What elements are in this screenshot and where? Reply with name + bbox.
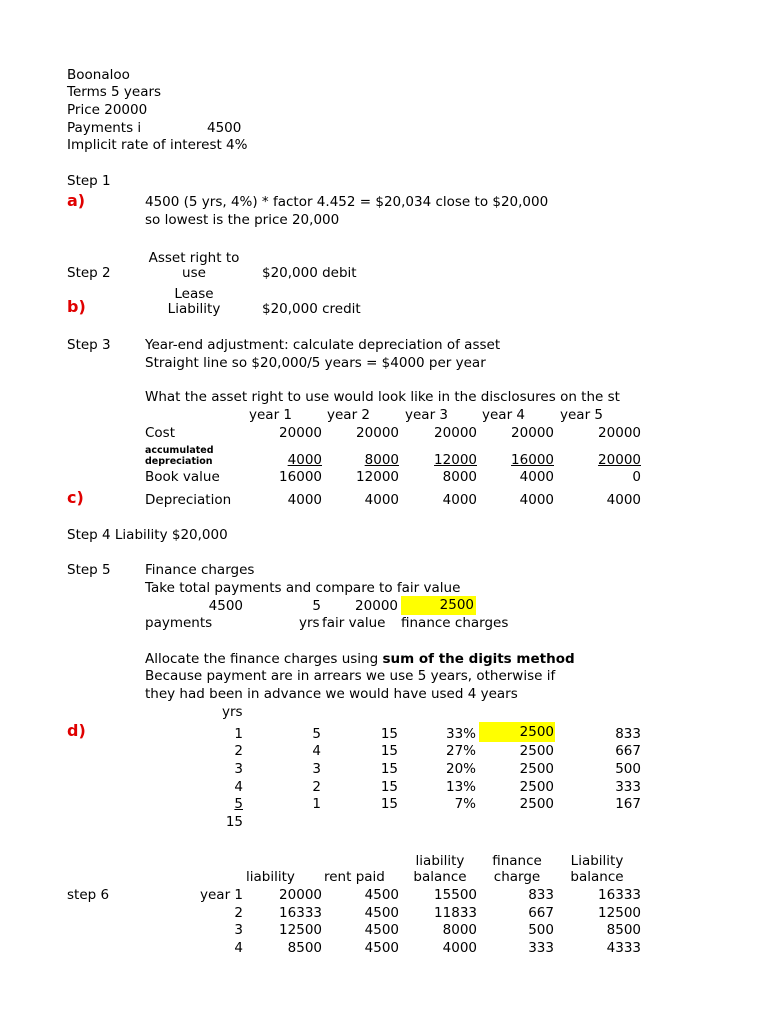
step5-line2: Take total payments and compare to fair value bbox=[145, 580, 461, 596]
s6-charge: 333 bbox=[528, 940, 554, 956]
step5-title: Step 5 bbox=[67, 562, 111, 578]
s6-balance: 15500 bbox=[434, 887, 477, 903]
cost-cell: 20000 bbox=[511, 425, 554, 441]
fair-value-amount: 20000 bbox=[355, 598, 398, 614]
company-name: Boonaloo bbox=[67, 67, 130, 83]
step3-line2: Straight line so $20,000/5 years = $4000 per year bbox=[145, 355, 486, 371]
accum-cell: 4000 bbox=[287, 452, 322, 468]
sod-year: 1 bbox=[234, 726, 243, 742]
sod-charge: 2500 bbox=[519, 796, 554, 812]
book-cell: 8000 bbox=[442, 469, 477, 485]
payments-value: 4500 bbox=[207, 120, 242, 136]
depreciation-label: Depreciation bbox=[145, 492, 232, 508]
s6-rent: 4500 bbox=[364, 922, 399, 938]
dep-cell: 4000 bbox=[287, 492, 322, 508]
sod-digit: 4 bbox=[312, 743, 321, 759]
depreciation-sublabel: depreciation bbox=[145, 456, 213, 467]
sod-year: 4 bbox=[234, 779, 243, 795]
s6-balance: 11833 bbox=[434, 905, 477, 921]
header-lb-1: Liability bbox=[570, 853, 624, 869]
s6-liab-balance: 12500 bbox=[598, 905, 641, 921]
year-header: year 4 bbox=[482, 407, 525, 423]
accum-cell: 16000 bbox=[511, 452, 554, 468]
dep-cell: 4000 bbox=[519, 492, 554, 508]
header-liability: liability bbox=[246, 869, 295, 885]
arrears-line1: Because payment are in arrears we use 5 years, otherwise if bbox=[145, 668, 556, 684]
s6-liab-balance: 8500 bbox=[606, 922, 641, 938]
sod-year: 3 bbox=[234, 761, 243, 777]
sod-pct: 20% bbox=[445, 761, 476, 777]
sod-sum: 15 bbox=[380, 761, 398, 777]
dep-cell: 4000 bbox=[364, 492, 399, 508]
cost-label: Cost bbox=[145, 425, 176, 441]
accum-cell: 12000 bbox=[434, 452, 477, 468]
step6-title: step 6 bbox=[67, 887, 110, 903]
sod-sum: 15 bbox=[380, 726, 398, 742]
s6-liability: 12500 bbox=[279, 922, 322, 938]
sod-year: 5 bbox=[234, 796, 243, 812]
s6-charge: 833 bbox=[528, 887, 554, 903]
sod-pct: 33% bbox=[445, 726, 476, 742]
sod-sum: 15 bbox=[380, 796, 398, 812]
sod-alloc: 833 bbox=[615, 726, 641, 742]
sod-digit: 1 bbox=[312, 796, 321, 812]
s6-year: year 1 bbox=[200, 887, 243, 903]
payments-label: Payments i bbox=[67, 120, 142, 136]
header-finance-1: finance bbox=[492, 853, 542, 869]
accumulated-label: accumulated bbox=[145, 445, 214, 456]
allocate-line bbox=[145, 651, 575, 667]
yrs-caption: yrs bbox=[299, 615, 320, 631]
arrears-line2: they had been in advance we would have used 4 years bbox=[145, 686, 518, 702]
year-header: year 3 bbox=[405, 407, 448, 423]
sod-alloc: 667 bbox=[615, 743, 641, 759]
step4-title: Step 4 Liability $20,000 bbox=[67, 527, 228, 543]
cost-cell: 20000 bbox=[434, 425, 477, 441]
book-cell: 0 bbox=[632, 469, 641, 485]
header-rent-paid: rent paid bbox=[324, 869, 385, 885]
s6-year: 4 bbox=[234, 940, 243, 956]
step2-title: Step 2 bbox=[67, 265, 111, 281]
s6-balance: 4000 bbox=[442, 940, 477, 956]
fair-value-caption: fair value bbox=[322, 615, 386, 631]
header-finance-2: charge bbox=[493, 869, 541, 885]
header-lb-2: balance bbox=[570, 869, 624, 885]
interest-rate-text: Implicit rate of interest 4% bbox=[67, 137, 248, 153]
s6-year: 2 bbox=[234, 905, 243, 921]
sod-alloc: 500 bbox=[615, 761, 641, 777]
sod-alloc: 167 bbox=[615, 796, 641, 812]
step3-title: Step 3 bbox=[67, 337, 111, 353]
dep-cell: 4000 bbox=[442, 492, 477, 508]
label-a: a) bbox=[67, 191, 86, 210]
sod-digit: 2 bbox=[312, 779, 321, 795]
book-value-label: Book value bbox=[145, 469, 220, 485]
payment-amount: 4500 bbox=[208, 598, 243, 614]
asset-debit-amount: $20,000 debit bbox=[262, 265, 357, 281]
lease-label-line2: Liability bbox=[167, 301, 221, 317]
s6-liability: 20000 bbox=[279, 887, 322, 903]
book-cell: 16000 bbox=[279, 469, 322, 485]
sum-of-digits-method: sum of the digits method bbox=[382, 651, 575, 667]
sod-alloc: 333 bbox=[615, 779, 641, 795]
cost-cell: 20000 bbox=[279, 425, 322, 441]
accum-cell: 20000 bbox=[598, 452, 641, 468]
sod-pct: 13% bbox=[445, 779, 476, 795]
sod-charge-highlight: 2500 bbox=[479, 722, 555, 742]
step3-line1: Year-end adjustment: calculate depreciation of asset bbox=[145, 337, 501, 353]
s6-liab-balance: 4333 bbox=[606, 940, 641, 956]
cost-cell: 20000 bbox=[356, 425, 399, 441]
sod-sum: 15 bbox=[380, 743, 398, 759]
header-liability-balance-1: liability bbox=[415, 853, 465, 869]
sod-charge: 2500 bbox=[519, 743, 554, 759]
label-d: d) bbox=[67, 721, 86, 740]
s6-charge: 667 bbox=[528, 905, 554, 921]
s6-year: 3 bbox=[234, 922, 243, 938]
accum-cell: 8000 bbox=[364, 452, 399, 468]
cost-cell: 20000 bbox=[598, 425, 641, 441]
sod-charge: 2500 bbox=[519, 779, 554, 795]
year-header: year 1 bbox=[249, 407, 292, 423]
price-text: Price 20000 bbox=[67, 102, 148, 118]
sod-sum: 15 bbox=[380, 779, 398, 795]
asset-label-line1: Asset right to bbox=[148, 250, 240, 266]
s6-liab-balance: 16333 bbox=[598, 887, 641, 903]
s6-balance: 8000 bbox=[442, 922, 477, 938]
lease-credit-amount: $20,000 credit bbox=[262, 301, 361, 317]
book-cell: 4000 bbox=[519, 469, 554, 485]
s6-rent: 4500 bbox=[364, 887, 399, 903]
label-b: b) bbox=[67, 297, 86, 316]
yrs-header: yrs bbox=[222, 704, 243, 720]
sod-year: 2 bbox=[234, 743, 243, 759]
s6-charge: 500 bbox=[528, 922, 554, 938]
step1-title: Step 1 bbox=[67, 173, 111, 189]
sod-pct: 27% bbox=[445, 743, 476, 759]
year-header: year 2 bbox=[327, 407, 370, 423]
years-count: 5 bbox=[312, 598, 321, 614]
finance-charges-total: 2500 bbox=[401, 596, 476, 615]
asset-label-line2: use bbox=[182, 265, 206, 281]
sod-digit: 5 bbox=[312, 726, 321, 742]
step1-line1: 4500 (5 yrs, 4%) * factor 4.452 = $20,034 close to $20,000 bbox=[145, 194, 549, 210]
dep-cell: 4000 bbox=[606, 492, 641, 508]
book-cell: 12000 bbox=[356, 469, 399, 485]
s6-rent: 4500 bbox=[364, 940, 399, 956]
label-c: c) bbox=[67, 488, 84, 507]
year-header: year 5 bbox=[560, 407, 603, 423]
s6-rent: 4500 bbox=[364, 905, 399, 921]
allocate-prefix: Allocate the finance charges using bbox=[145, 651, 383, 667]
header-liability-balance-2: balance bbox=[413, 869, 467, 885]
payments-caption: payments bbox=[145, 615, 213, 631]
sod-charge: 2500 bbox=[519, 761, 554, 777]
sod-digit: 3 bbox=[312, 761, 321, 777]
finance-charges-caption: finance charges bbox=[401, 615, 509, 631]
step5-line1: Finance charges bbox=[145, 562, 255, 578]
terms-text: Terms 5 years bbox=[67, 84, 162, 100]
s6-liability: 16333 bbox=[279, 905, 322, 921]
sod-pct: 7% bbox=[454, 796, 476, 812]
sod-total: 15 bbox=[225, 814, 243, 830]
step3-line3: What the asset right to use would look like in the disclosures on the st bbox=[145, 389, 620, 405]
s6-liability: 8500 bbox=[287, 940, 322, 956]
step1-line2: so lowest is the price 20,000 bbox=[145, 212, 340, 228]
lease-label-line1: Lease bbox=[174, 286, 214, 302]
